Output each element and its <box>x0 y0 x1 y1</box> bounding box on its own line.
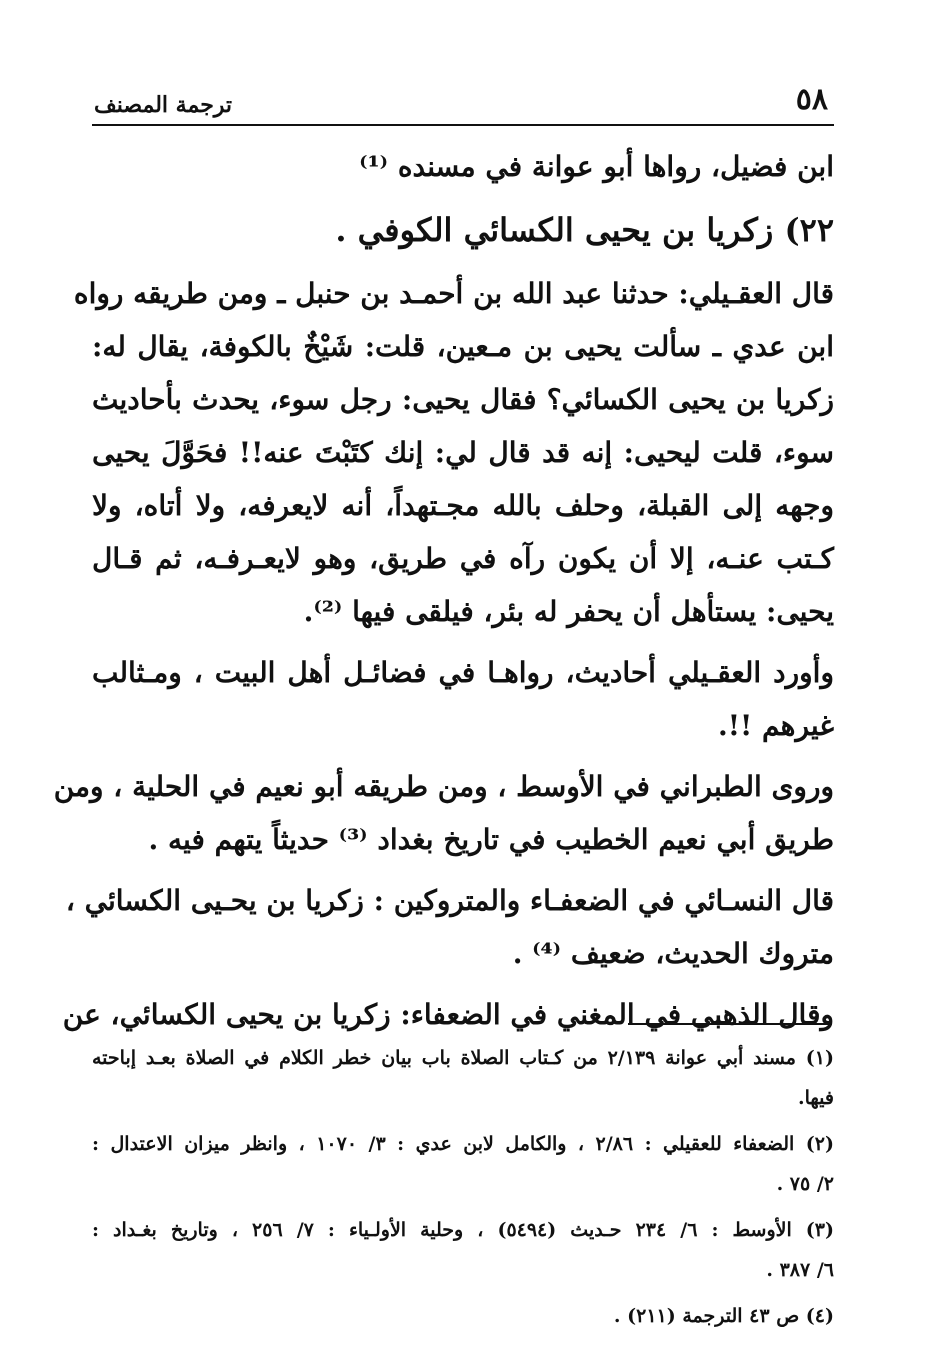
text-line: متروك الحديث، ضعيف ⁽⁴⁾ . <box>512 937 834 970</box>
page-number: ٥٨ <box>795 82 828 117</box>
footnote-line: (٣) الأوسط : ٦/ ٢٣٤ حـديث (٥٤٩٤) ، وحلية الأولـياء : ٧/ ٢٥٦ ، وتاريخ بغـداد : <box>92 1219 834 1241</box>
text-line: وجهه إلى القبلة، وحلف بالله مجـتهداً، أنه لايعرفه، ولا أتاه، ولا <box>92 489 834 522</box>
text-line: وأورد العقـيلي أحاديث، رواهـا في فضائـل أهل البيت ، ومـثالب <box>92 656 834 689</box>
footnotes <box>92 1038 834 1342</box>
footnote <box>92 1124 834 1204</box>
text-line: غيرهم !!. <box>717 709 834 742</box>
entry-heading: ٢٢) زكريا بن يحيى الكسائي الكوفي . <box>335 211 834 249</box>
footnote-line: (٢) الضعفاء للعقيلي : ٢/٨٦ ، والكامل لابن عدي : ٣/ ١٠٧٠ ، وانظر ميزان الاعتدال : <box>92 1133 834 1155</box>
footnote <box>92 1296 834 1336</box>
text-line: يحيى: يستأهل أن يحفر له بئر، فيلقى فيها ⁽²⁾. <box>303 595 834 628</box>
text-line: وروى الطبراني في الأوسط ، ومن طريقه أبو نعيم في الحلية ، ومن <box>53 770 834 803</box>
footnote-line: (٤) ص ٤٣ الترجمة (٢١١) . <box>613 1305 834 1327</box>
footnote-separator <box>628 1023 832 1025</box>
footnote-line: ٢/ ٧٥ . <box>776 1173 834 1195</box>
text-line: ابن عدي ـ سألت يحيى بن مـعين، قلت: شَيْخٌ بالكوفة، يقال له: <box>92 330 834 363</box>
text-line: كـتب عنـه، إلا أن يكون رآه في طريق، وهو لايعـرفـه، ثم قـال <box>92 542 835 575</box>
footnote-line: فيها. <box>798 1087 834 1109</box>
main-text <box>53 140 835 1041</box>
text-line: طريق أبي نعيم الخطيب في تاريخ بغداد ⁽³⁾ حديثاً يتهم فيه . <box>148 823 834 856</box>
page-header <box>92 82 834 126</box>
footnote <box>92 1038 834 1118</box>
footnote-line: (١) مسند أبي عوانة ٢/١٣٩ من كـتاب الصلاة باب بيان خطر الكلام في الصلاة بعـد إباحته <box>92 1047 835 1069</box>
footnote-line: ٦/ ٣٨٧ . <box>766 1259 834 1281</box>
text-line: سوء، قلت ليحيى: إنه قد قال لي: إنك كتَبْتَ عنه!! فحَوَّلَ يحيى <box>92 436 834 469</box>
running-title: ترجمة المصنف <box>94 92 233 118</box>
text-line: قال النسـائي في الضعفـاء والمتروكين : زكريا بن يحـيى الكسائي ، <box>65 884 834 917</box>
text-line: وقال الذهبي في المغني في الضعفاء: زكريا بن يحيى الكسائي، عن <box>62 998 834 1031</box>
text-line: زكريا بن يحيى الكسائي؟ فقال يحيى: رجل سوء، يحدث بأحاديث <box>92 383 834 416</box>
text-line: قال العقـيلي: حدثنا عبد الله بن أحمـد بن حنبل ـ ومن طريقه رواه <box>73 277 834 310</box>
footnote <box>92 1210 834 1290</box>
text-line: ابن فضيل، رواها أبو عوانة في مسنده ⁽¹⁾ <box>359 150 834 183</box>
